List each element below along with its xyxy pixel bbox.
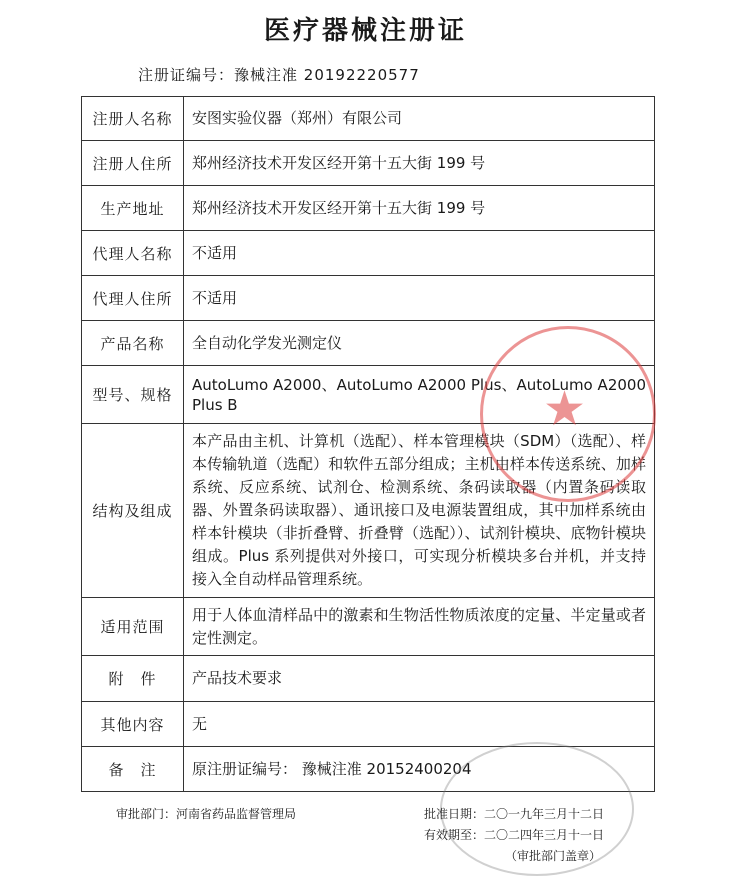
row-value: 安图实验仪器（郑州）有限公司: [184, 97, 655, 141]
row-label: 注册人名称: [82, 97, 184, 141]
row-label: 代理人名称: [82, 231, 184, 276]
table-row: [82, 747, 655, 792]
row-value: AutoLumo A2000、AutoLumo A2000 Plus、AutoLumo A2000 Plus B: [184, 366, 655, 424]
table-row: [82, 656, 655, 702]
row-label: 备 注: [82, 747, 184, 792]
table-row: [82, 702, 655, 747]
registration-number-value: 豫械注准 20192220577: [234, 66, 420, 84]
seal-star-icon: ★: [543, 381, 587, 437]
registration-number: [138, 64, 420, 85]
approval-date: [424, 805, 604, 822]
approval-date-label: 批准日期：: [424, 807, 485, 821]
table-row: [82, 276, 655, 321]
registration-number-label: 注册证编号：: [138, 66, 235, 84]
row-label: 附 件: [82, 656, 184, 702]
table-row: [82, 424, 655, 598]
approval-dept-value: 河南省药品监督管理局: [176, 807, 297, 821]
valid-until-label: 有效期至：: [424, 828, 485, 842]
row-label: 其他内容: [82, 702, 184, 747]
row-label: 适用范围: [82, 598, 184, 656]
table-row: [82, 321, 655, 366]
row-value: 郑州经济技术开发区经开第十五大街 199 号: [184, 186, 655, 231]
row-label: 产品名称: [82, 321, 184, 366]
seal-note: （审批部门盖章）: [505, 849, 602, 863]
valid-until: [424, 826, 604, 843]
row-value: 原注册证编号： 豫械注准 20152400204: [184, 747, 655, 792]
table-row: [82, 366, 655, 424]
valid-until-value: 二〇二四年三月十一日: [484, 828, 605, 842]
table-row: [82, 97, 655, 141]
row-value: 全自动化学发光测定仪: [184, 321, 655, 366]
certificate-table: [81, 96, 655, 792]
table-row: [82, 186, 655, 231]
row-label: 注册人住所: [82, 141, 184, 186]
row-label: 结构及组成: [82, 424, 184, 598]
row-value: 产品技术要求: [184, 656, 655, 702]
table-row: [82, 598, 655, 656]
row-value: 郑州经济技术开发区经开第十五大街 199 号: [184, 141, 655, 186]
row-value: 用于人体血清样品中的激素和生物活性物质浓度的定量、半定量或者定性测定。: [184, 598, 655, 656]
row-label: 代理人住所: [82, 276, 184, 321]
row-value: 不适用: [184, 276, 655, 321]
row-value: 无: [184, 702, 655, 747]
table-row: [82, 141, 655, 186]
row-value: 不适用: [184, 231, 655, 276]
approval-department: [116, 805, 296, 822]
row-label: 型号、规格: [82, 366, 184, 424]
row-label: 生产地址: [82, 186, 184, 231]
row-value: 本产品由主机、计算机（选配）、样本管理模块（SDM）（选配）、样本传输轨道（选配）和软件五部分组成；主机由样本传送系统、加样系统、反应系统、试剂仓、检测系统、条码读取器（内置条码读取器、外置条码读取器）、通讯接口及电源装置组成，其中加样系统由样本针模块（非折叠臂、折叠臂（选配））、试剂针模块、底物针模块组成。Plus 系列提供对外接口，可实现分析模块多台并机，并支持接入全自动样品管理系统。: [184, 424, 655, 598]
document-title: 医疗器械注册证: [263, 16, 467, 46]
approval-date-value: 二〇一九年三月十二日: [484, 807, 605, 821]
table-row: [82, 231, 655, 276]
approval-dept-label: 审批部门：: [116, 807, 177, 821]
